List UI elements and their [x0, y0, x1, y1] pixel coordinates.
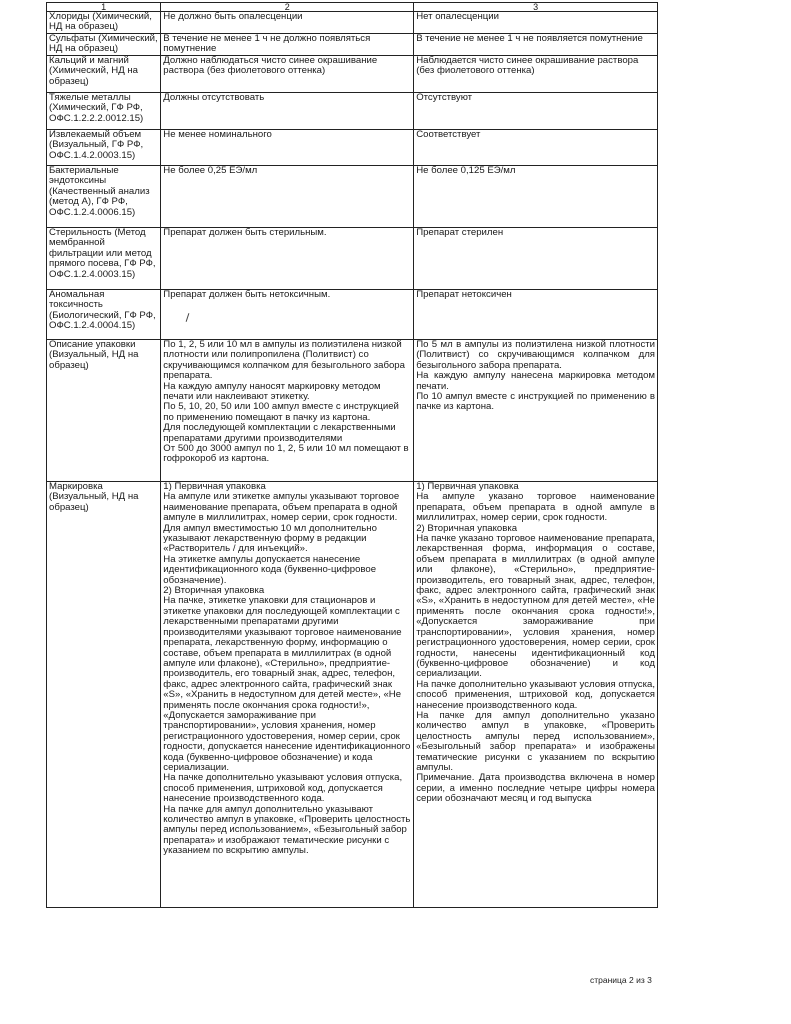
requirement-paragraph: Должны отсутствовать — [163, 92, 265, 103]
table-row — [47, 166, 658, 228]
requirement-paragraph: От 500 до 3000 ампул по 1, 2, 5 или 10 мл помещают в гофрокороб из картона. — [163, 443, 409, 465]
table-row — [47, 56, 658, 93]
requirement-cell — [161, 290, 414, 340]
result-paragraph: Соответствует — [416, 129, 481, 140]
requirement-paragraph: На этикетке ампулы допускается нанесение идентификационного кода (буквенно-цифровое обозначение). — [163, 553, 377, 586]
requirement-paragraph: Должно наблюдаться чисто синее окрашивание раствора (без фиолетового оттенка) — [163, 55, 378, 77]
requirement-paragraph: 2) Вторичная упаковка — [163, 585, 265, 597]
requirement-cell — [161, 34, 414, 56]
requirement-paragraph: Для последующей комплектации с лекарственными препаратами другими производителями — [163, 422, 396, 444]
result-cell — [414, 290, 658, 340]
result-paragraph: Нет опалесценции — [416, 11, 500, 22]
requirement-paragraph: Для ампул вместимостью 10 мл дополнительно указывают лекарственную форму в редакции «Растворитель / для инъекций». — [163, 522, 377, 555]
test-name-cell: Стерильность (Метод мембранной фильтрации или метод прямого посева, ГФ РФ, ОФС.1.2.4.0003.15) — [47, 228, 161, 290]
result-paragraph: Примечание. Дата производства включена в номер серии, а именно последние четыре цифры номера серии обозначают месяц и год выпуска — [416, 772, 655, 805]
column-number-2: 2 — [161, 3, 414, 12]
result-cell — [414, 34, 658, 56]
result-paragraph: Препарат нетоксичен — [416, 289, 512, 300]
requirement-paragraph: Не должно быть опалесценции — [163, 11, 303, 22]
requirement-paragraph: На ампуле или этикетке ампулы указывают торговое наименование препарата, объем препарата в одной ампуле в миллилитрах, номер серии, срок годности. — [163, 491, 400, 524]
requirement-cell — [161, 482, 414, 908]
column-number-3: 3 — [414, 3, 658, 12]
result-cell — [414, 166, 658, 228]
table-row — [47, 93, 658, 130]
requirement-cell — [161, 56, 414, 93]
test-name-cell: Хлориды (Химический, НД на образец) — [47, 12, 161, 34]
result-paragraph: В течение не менее 1 ч не появляется помутнение — [416, 33, 643, 44]
result-cell — [414, 482, 658, 908]
requirement-paragraph: На пачке, этикетке упаковки для стационаров и этикетке упаковки для последующей комплектации с лекарственными препаратами другими производителями указывают торговое наименование препарата, лекарственную форму, информацию о составе, объем препарата в миллилитрах (в одной ампуле или флаконе), «Стерильно», предприятие-производитель, его товарный знак, адрес, телефон, факс, адрес электронного сайта, графический знак «S», «Хранить в недоступном для детей месте», «Не применять после окончания срока годности!», «Допускается замораживание при транспортировании», условия хранения, номер регистрационного удостоверения, номер серии, срок годности, допускается нанесение идентификационного кода (буквенно-цифровое обозначение) и кода сериализации. — [163, 595, 411, 773]
test-name-cell: Описание упаковки (Визуальный, НД на образец) — [47, 340, 161, 482]
result-paragraph: На каждую ампулу нанесена маркировка методом печати. — [416, 370, 655, 392]
result-paragraph: На пачке указано торговое наименование препарата, лекарственная форма, информация о составе, объем препарата в миллилитрах (в одной ампуле или флаконе), «Стерильно», предприятие-производитель, его товарный знак, адрес, телефон, факс, адрес электронного сайта, графический знак «S», «Хранить в недоступном для детей месте», «Не применять после окончания срока годности!», «Допускается замораживание при транспортировании», условия хранения, номер регистрационного удостоверения, номер серии, срок годности, нанесены идентификационный код (буквенно-цифровое обозначение) и код сериализации. — [416, 533, 655, 680]
specification-table — [46, 2, 658, 908]
requirement-cell — [161, 130, 414, 166]
test-name-cell: Извлекаемый объем (Визуальный, ГФ РФ, ОФС.1.4.2.0003.15) — [47, 130, 161, 166]
result-cell — [414, 130, 658, 166]
requirement-paragraph: В течение не менее 1 ч не должно появляться помутнение — [163, 33, 371, 55]
requirement-paragraph: 1) Первичная упаковка — [163, 481, 266, 492]
requirement-cell — [161, 166, 414, 228]
table-row — [47, 130, 658, 166]
requirement-cell — [161, 93, 414, 130]
table-row — [47, 34, 658, 56]
column-number-row — [47, 3, 658, 12]
result-paragraph: Отсутствуют — [416, 92, 473, 103]
test-name-cell: Аномальная токсичность (Биологический, ГФ РФ, ОФС.1.2.4.0004.15) — [47, 290, 161, 340]
requirement-paragraph: На пачке для ампул дополнительно указывают количество ампул в упаковке, «Проверить целостность ампулы перед использованием», «Безыгольный забор препарата» и изображают тематические рисунки с указанием по вскрытию ампулы. — [163, 803, 411, 857]
table-row — [47, 340, 658, 482]
column-number-1: 1 — [47, 3, 161, 12]
result-cell — [414, 56, 658, 93]
test-name-cell: Тяжелые металлы (Химический, ГФ РФ, ОФС.1.2.2.2.0012.15) — [47, 93, 161, 130]
table-row — [47, 228, 658, 290]
requirement-paragraph: На пачке дополнительно указывают условия отпуска, способ применения, штриховой код, допускается нанесение производственного кода. — [163, 772, 403, 805]
requirement-paragraph: Не менее номинального — [163, 129, 272, 140]
result-cell — [414, 93, 658, 130]
result-paragraph: 1) Первичная упаковка — [416, 481, 519, 492]
test-name-cell: Кальций и магний (Химический, НД на образец) — [47, 56, 161, 93]
requirement-cell — [161, 228, 414, 290]
result-paragraph: Препарат стерилен — [416, 227, 504, 238]
page-number: страница 2 из 3 — [590, 975, 652, 985]
table-row — [47, 12, 658, 34]
requirement-paragraph: По 5, 10, 20, 50 или 100 ампул вместе с инструкцией по применению помещают в пачку из картона. — [163, 401, 399, 423]
requirement-paragraph: Не более 0,25 ЕЭ/мл — [163, 165, 258, 176]
result-cell — [414, 12, 658, 34]
table-row — [47, 482, 658, 908]
table-row — [47, 290, 658, 340]
requirement-paragraph: На каждую ампулу наносят маркировку методом печати или наклеивают этикетку. — [163, 380, 381, 403]
result-paragraph: Не более 0,125 ЕЭ/мл — [416, 165, 516, 176]
result-cell — [414, 340, 658, 482]
result-paragraph: По 5 мл в ампулы из полиэтилена низкой плотности (Политвист) со скручивающимся колпачком для безыгольного забора препарата. — [416, 339, 655, 371]
requirement-cell — [161, 340, 414, 482]
test-name-cell: Бактериальные эндотоксины (Качественный анализ (метод А), ГФ РФ, ОФС.1.2.4.0006.15) — [47, 166, 161, 228]
result-paragraph: На пачке для ампул дополнительно указано количество ампул в упаковке, «Проверить целостность ампулы перед использованием», «Безыгольный забор препарата» и изображены тематические рисунки с указанием по вскрытию ампулы. — [416, 709, 655, 773]
requirement-cell — [161, 12, 414, 34]
test-name-cell: Сульфаты (Химический, НД на образец) — [47, 34, 161, 56]
result-paragraph: Наблюдается чисто синее окрашивание раствора (без фиолетового оттенка) — [416, 55, 639, 77]
result-paragraph: На пачке дополнительно указывают условия отпуска, способ применения, штриховой код, допускается нанесение производственного кода. — [416, 678, 655, 711]
test-name-cell: Маркировка (Визуальный, НД на образец) — [47, 482, 161, 908]
result-cell — [414, 228, 658, 290]
requirement-paragraph: Препарат должен быть нетоксичным. — [163, 289, 331, 300]
result-paragraph: 2) Вторичная упаковка — [416, 522, 518, 534]
requirement-paragraph: По 1, 2, 5 или 10 мл в ампулы из полиэтилена низкой плотности или полипропилена (Политвист) со скручивающимся колпачком для безыгольного забора препарата. — [163, 339, 405, 382]
result-paragraph: По 10 ампул вместе с инструкцией по применению в пачке из картона. — [416, 391, 655, 413]
result-paragraph: На ампуле указано торговое наименование препарата, объем препарата в одной ампуле в миллилитрах, номер серии, срок годности. — [416, 491, 655, 524]
requirement-paragraph: Препарат должен быть стерильным. — [163, 227, 327, 238]
